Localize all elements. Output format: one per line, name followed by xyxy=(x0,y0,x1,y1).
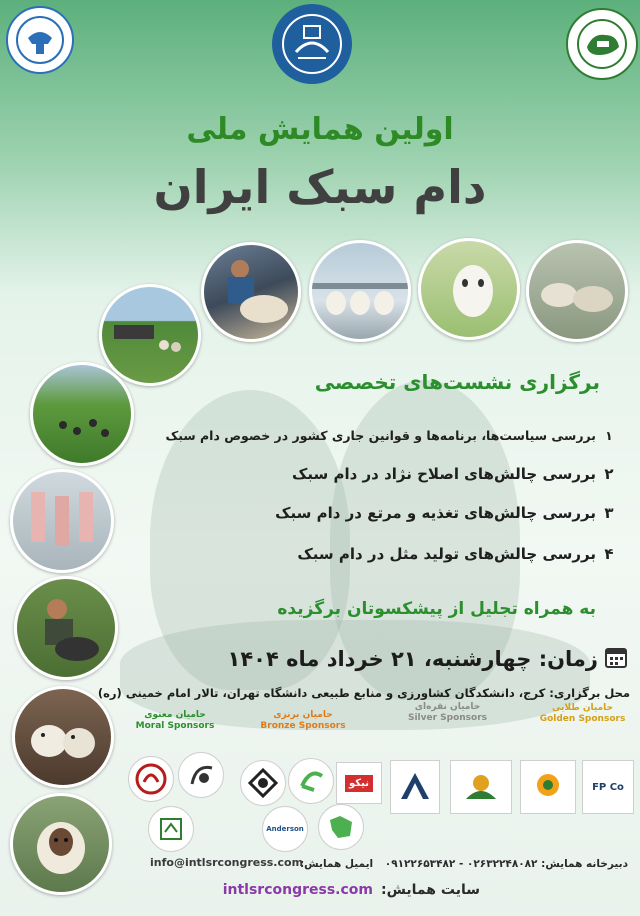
website-link[interactable]: intlsrcongress.com xyxy=(222,882,374,898)
logo-left-society-icon xyxy=(6,6,74,74)
photo-flock-hills xyxy=(30,362,134,466)
photo-vet-exam xyxy=(14,576,118,680)
date-row xyxy=(228,645,629,673)
box-brand-text: FP Co xyxy=(592,781,624,793)
session-item-4 xyxy=(297,545,622,563)
silver-sponsors-label xyxy=(400,702,495,724)
photo-pasture-tent xyxy=(99,284,201,386)
website-row xyxy=(223,882,480,898)
photo-sheep-closeup xyxy=(10,793,112,895)
golden-sponsors-fa: حامیان طلایی xyxy=(551,703,614,713)
title-line-1: اولین همایش ملی xyxy=(186,112,454,147)
secretariat-phone xyxy=(300,858,628,870)
silver-sponsors-fa: حامیان نقره‌ای xyxy=(414,702,481,712)
moral-sponsors-fa: حامیان معنوی xyxy=(144,710,206,720)
photo-milking-parlor xyxy=(309,240,411,342)
email-label: ایمیل همایش: xyxy=(299,858,374,870)
bronze-sponsor-logo-map xyxy=(318,804,364,850)
moral-sponsor-logo-1 xyxy=(128,756,174,802)
photo-shearing xyxy=(201,242,301,342)
event-date: زمان: چهارشنبه، ۲۱ خرداد ماه ۱۴۰۴ xyxy=(227,647,598,671)
session-item-3 xyxy=(275,504,622,522)
golden-sponsors-label xyxy=(535,703,630,725)
moral-sponsor-logo-2 xyxy=(178,752,224,798)
session-item-1 xyxy=(165,428,622,443)
blue-brand-text: Anderson xyxy=(266,825,304,833)
session-text: بررسی چالش‌های تولید مثل در دام سبک xyxy=(297,545,596,563)
golden-sponsor-logo-1 xyxy=(520,760,576,814)
session-text: بررسی سیاست‌ها، برنامه‌ها و قوانین جاری کشور در خصوص دام سبک xyxy=(165,428,596,443)
bronze-sponsor-logo-anderson xyxy=(262,806,308,852)
veterans-honor-line: به همراه تجلیل از پیشکسوتان برگزیده xyxy=(277,599,596,619)
logo-right-sheep-map-icon xyxy=(566,8,638,80)
secretariat-text: دبیرخانه همایش: ۰۲۶۳۲۲۴۸۰۸۲ - ۰۹۱۲۲۶۵۳۴۸۲ xyxy=(384,858,628,870)
sessions-heading: برگزاری نشست‌های تخصصی xyxy=(314,370,600,394)
photo-sheep-feeding xyxy=(526,240,628,342)
session-text: بررسی چالش‌های اصلاح نژاد در دام سبک xyxy=(292,465,596,483)
bronze-sponsor-logo-2 xyxy=(288,758,334,804)
calendar-icon xyxy=(604,645,628,673)
silver-sponsor-logo-1 xyxy=(390,760,440,814)
silver-sponsor-logo-2 xyxy=(450,760,512,814)
university-of-tehran-logo-icon xyxy=(272,4,352,84)
photo-meat-processing xyxy=(10,469,114,573)
session-number: ۴ xyxy=(604,545,614,563)
session-number: ۲ xyxy=(604,465,614,483)
photo-lambs xyxy=(12,686,114,788)
golden-sponsor-logo-fpco xyxy=(582,760,634,814)
session-number: ۱ xyxy=(605,428,613,443)
moral-sponsor-logo-3 xyxy=(148,806,194,852)
bronze-sponsor-logo-1 xyxy=(240,760,286,806)
website-label: سایت همایش: xyxy=(381,882,480,898)
venue-line: محل برگزاری: کرج، دانشکدگان کشاورزی و منابع طبیعی دانشگاه تهران، تالار امام خمینی (ره) xyxy=(97,686,630,700)
bronze-sponsors-label xyxy=(258,710,348,732)
moral-sponsors-en: Moral Sponsors xyxy=(135,721,215,731)
session-text: بررسی چالش‌های تغذیه و مرتع در دام سبک xyxy=(275,504,596,522)
title-line-2: دام سبک ایران xyxy=(153,160,487,214)
session-item-2 xyxy=(292,465,622,483)
red-brand-text: نیکو xyxy=(345,775,373,792)
photo-goats xyxy=(418,238,520,340)
session-number: ۳ xyxy=(604,504,614,522)
bronze-sponsor-logo-red xyxy=(336,762,382,804)
silver-sponsors-en: Silver Sponsors xyxy=(407,713,488,723)
email-link[interactable]: info@intlsrcongress.com xyxy=(150,856,304,869)
golden-sponsors-en: Golden Sponsors xyxy=(539,714,626,724)
bronze-sponsors-en: Bronze Sponsors xyxy=(260,721,346,731)
moral-sponsors-label xyxy=(135,710,215,732)
bronze-sponsors-fa: حامیان برنزی xyxy=(273,710,333,720)
